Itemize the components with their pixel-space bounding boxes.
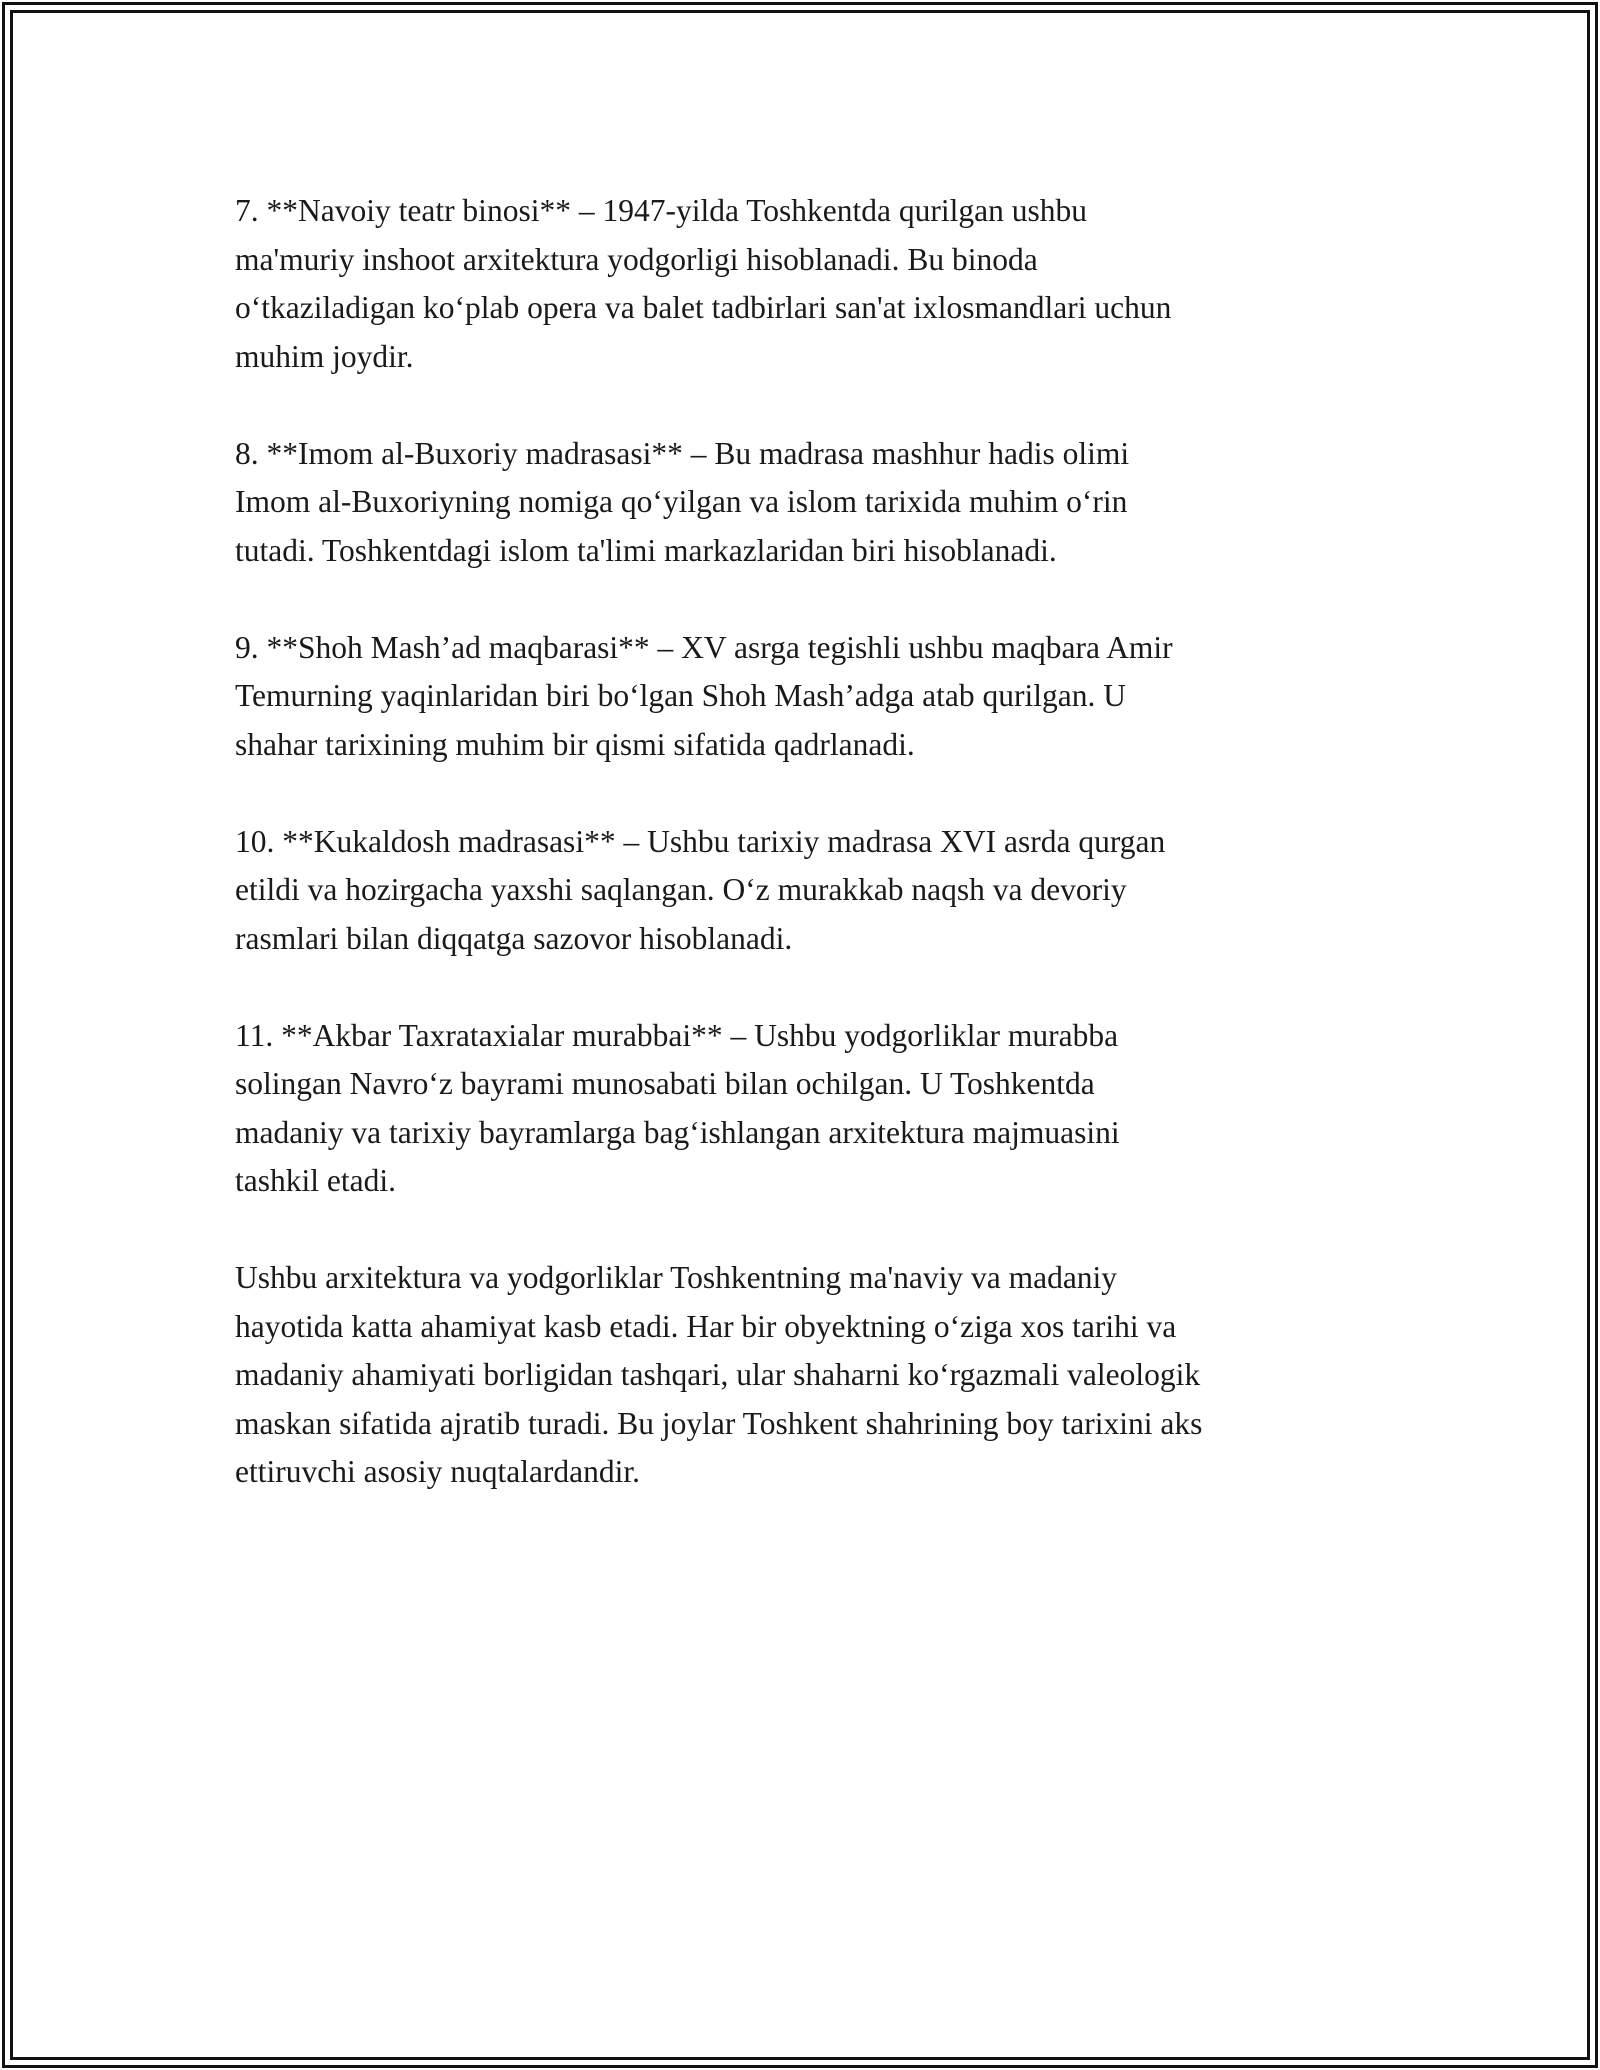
text-line: 7. **Navoiy teatr binosi** – 1947-yilda Toshkentda qurilgan ushbu	[235, 193, 1087, 228]
text-line: muhim joydir.	[235, 338, 414, 374]
paragraph-conclusion	[235, 1254, 1375, 1497]
text-line: 9. **Shoh Mash’ad maqbarasi** – XV asrga tegishli ushbu maqbara Amir	[235, 629, 1173, 665]
paragraph-navoiy-teatr	[235, 187, 1375, 381]
text-line: ma'muriy inshoot arxitektura yodgorligi hisoblanadi. Bu binoda	[235, 241, 1038, 277]
document-body	[235, 187, 1375, 1545]
text-line: 8. **Imom al-Buxoriy madrasasi** – Bu madrasa mashhur hadis olimi	[235, 435, 1130, 471]
text-line: rasmlari bilan diqqatga sazovor hisoblanadi.	[235, 920, 793, 956]
paragraph-kukaldosh	[235, 818, 1375, 964]
text-line: Temurning yaqinlaridan biri bo‘lgan Shoh Mash’adga atab qurilgan. U	[235, 678, 1126, 713]
text-line: o‘tkaziladigan ko‘plab opera va balet tadbirlari san'at ixlosmandlari uchun	[235, 290, 1172, 325]
text-line: etildi va hozirgacha yaxshi saqlangan. O‘z murakkab naqsh va devoriy	[235, 872, 1127, 907]
text-line: shahar tarixining muhim bir qismi sifatida qadrlanadi.	[235, 726, 915, 762]
text-line: tashkil etadi.	[235, 1163, 396, 1198]
text-line: 11. **Akbar Taxrataxialar murabbai** – Ushbu yodgorliklar murabba	[235, 1017, 1119, 1053]
paragraph-shoh-mashad	[235, 624, 1375, 770]
paragraph-akbar-taxrataxialar	[235, 1012, 1375, 1206]
text-line: solingan Navro‘z bayrami munosabati bilan ochilgan. U Toshkentda	[235, 1066, 1095, 1101]
text-line: 10. **Kukaldosh madrasasi** – Ushbu tarixiy madrasa XVI asrda qurgan	[235, 823, 1166, 859]
text-line: madaniy ahamiyati borligidan tashqari, ular shaharni ko‘rgazmali valeologik	[235, 1357, 1201, 1392]
text-line: Ushbu arxitektura va yodgorliklar Toshkentning ma'naviy va madaniy	[235, 1260, 1118, 1295]
paragraph-imom-al-buxoriy	[235, 430, 1375, 576]
text-line: tutadi. Toshkentdagi islom ta'limi markazlaridan biri hisoblanadi.	[235, 532, 1057, 568]
text-line: madaniy va tarixiy bayramlarga bag‘ishlangan arxitektura majmuasini	[235, 1114, 1120, 1150]
text-line: maskan sifatida ajratib turadi. Bu joylar Toshkent shahrining boy tarixini aks	[235, 1405, 1203, 1441]
text-line: hayotida katta ahamiyat kasb etadi. Har bir obyektning o‘ziga xos tarihi va	[235, 1308, 1177, 1344]
text-line: ettiruvchi asosiy nuqtalardandir.	[235, 1454, 641, 1489]
text-line: Imom al-Buxoriyning nomiga qo‘yilgan va islom tarixida muhim o‘rin	[235, 484, 1128, 519]
